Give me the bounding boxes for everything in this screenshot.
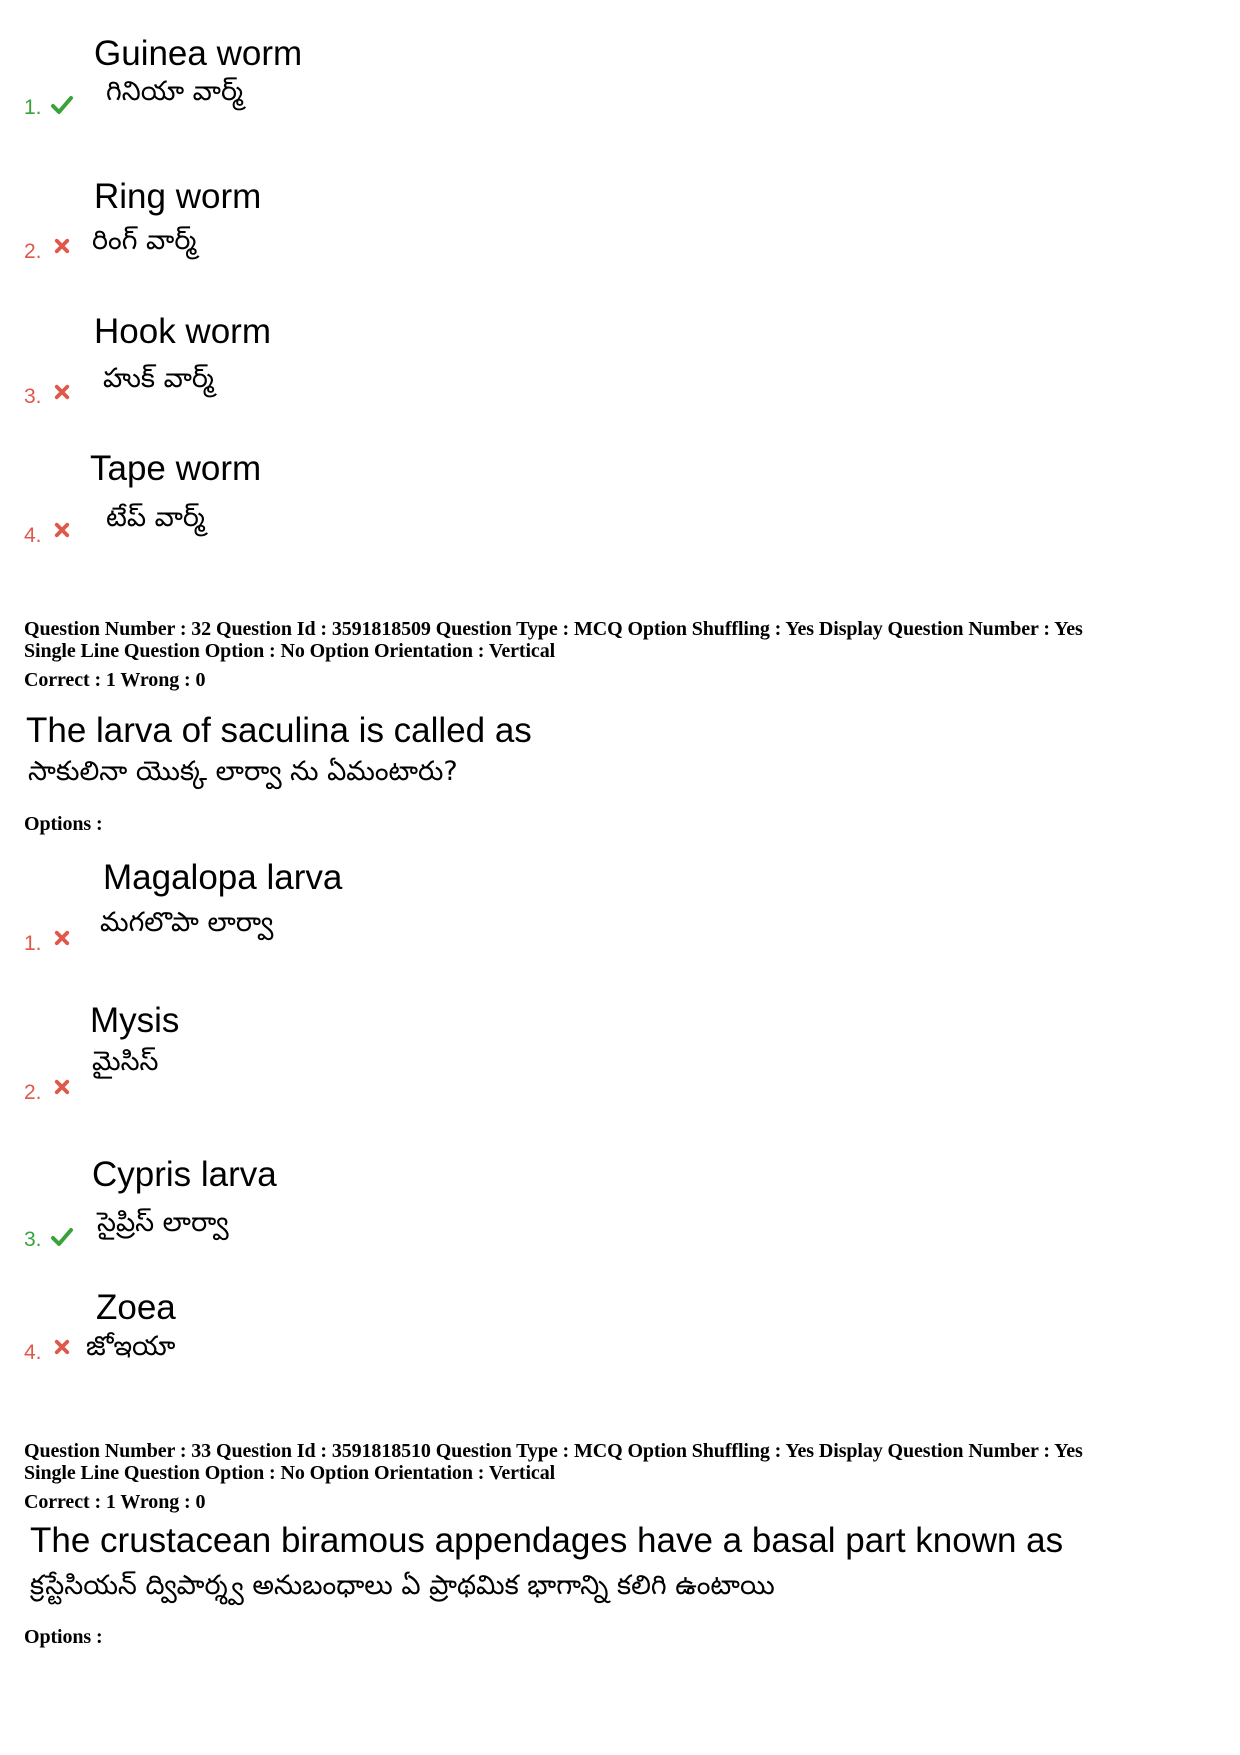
check-icon [50, 93, 74, 117]
question-meta-line1: Question Number : 33 Question Id : 3591818510 Question Type : MCQ Option Shuffling : Yes Display Question Number : Yes [24, 1440, 1083, 1462]
check-icon [50, 1225, 74, 1249]
option-text-en: Ring worm [94, 177, 262, 216]
option-text-en: Cypris larva [92, 1155, 277, 1194]
option-number: 3. [24, 1228, 42, 1251]
cross-icon [53, 929, 71, 947]
option-text-en: Guinea worm [94, 34, 303, 73]
question-text-te: సాకులినా యొక్క లార్వా ను ఏమంటారు? [28, 756, 458, 787]
question-meta-line1: Question Number : 32 Question Id : 3591818509 Question Type : MCQ Option Shuffling : Yes Display Question Number : Yes [24, 618, 1083, 640]
option-text-en: Hook worm [94, 312, 271, 351]
question-meta-line2: Single Line Question Option : No Option Orientation : Vertical [24, 640, 556, 662]
option-text-en: Mysis [90, 1001, 180, 1040]
cross-icon [53, 1078, 71, 1096]
option-text-te: జోఇయా [86, 1331, 176, 1362]
option-text-te: సైప్రిస్ లార్వా [97, 1207, 229, 1238]
cross-icon [53, 1338, 71, 1356]
option-number: 4. [24, 524, 42, 547]
option-number: 4. [24, 1341, 42, 1364]
option-number: 1. [24, 96, 42, 119]
options-label: Options : [24, 1626, 103, 1648]
option-text-en: Zoea [96, 1288, 176, 1327]
option-text-te: రింగ్ వార్మ్ [92, 225, 197, 256]
option-text-te: గినియా వార్మ్ [106, 76, 243, 107]
option-text-en: Magalopa larva [103, 858, 343, 897]
option-text-te: హుక్ వార్మ్ [103, 363, 214, 394]
option-text-te: మగలొపా లార్వా [100, 907, 274, 938]
question-text-en: The crustacean biramous appendages have a basal part known as [30, 1521, 1064, 1560]
option-number: 3. [24, 385, 42, 408]
option-number: 2. [24, 1081, 42, 1104]
question-text-te: క్రస్టేసియన్ ద్విపార్శ్వ అనుబంధాలు ఏ ప్రాథమిక భాగాన్ని కలిగి ఉంటాయి [30, 1570, 775, 1601]
question-marks: Correct : 1 Wrong : 0 [24, 1491, 206, 1513]
cross-icon [53, 237, 71, 255]
question-text-en: The larva of saculina is called as [26, 711, 532, 750]
cross-icon [53, 383, 71, 401]
option-text-te: మైసిస్ [92, 1046, 159, 1077]
option-number: 1. [24, 932, 42, 955]
option-text-en: Tape worm [90, 449, 262, 488]
cross-icon [53, 521, 71, 539]
option-number: 2. [24, 240, 42, 263]
question-marks: Correct : 1 Wrong : 0 [24, 669, 206, 691]
question-meta-line2: Single Line Question Option : No Option Orientation : Vertical [24, 1462, 556, 1484]
option-text-te: టేప్ వార్మ్ [106, 502, 205, 533]
options-label: Options : [24, 813, 103, 835]
